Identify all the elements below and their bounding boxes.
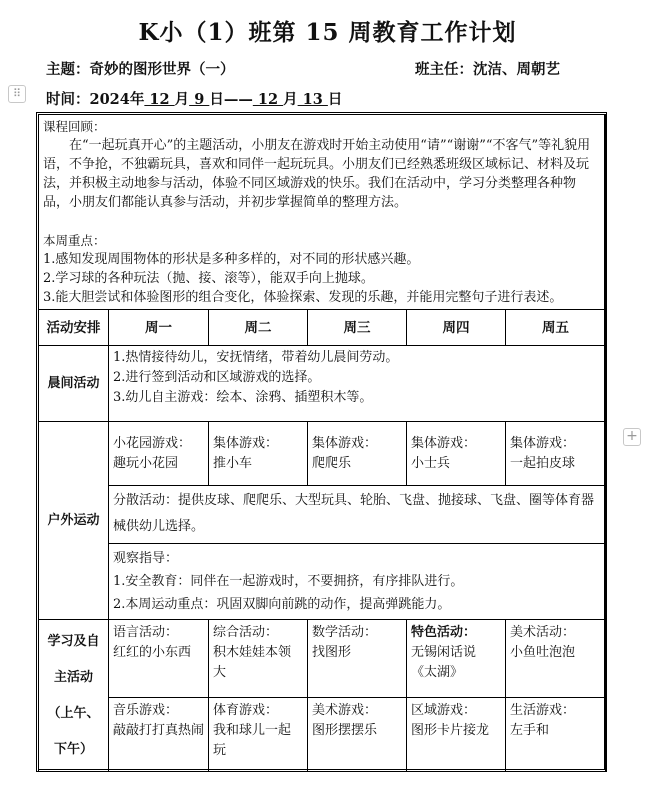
outdoor-observe-row [39,544,606,620]
scatter-activity: 分散活动：提供皮球、爬爬乐、大型玩具、轮胎、飞盘、抛接球、飞盘、圈等体育器械供幼儿选择。 [109,486,606,544]
morning-item: 2.进行签到活动和区域游戏的选择。 [113,370,321,385]
game-name: 趣玩小花园 [113,456,179,471]
learning-label-line: 主活动 [53,669,93,685]
day-thursday: 周四 [407,310,506,346]
outdoor-game-cell [308,422,407,486]
activity-name: 无锡闲话说《太湖》 [411,645,477,680]
outdoor-game-cell [407,422,506,486]
learning-cell [506,698,606,772]
learning-cell [308,698,407,772]
observe-content [109,544,606,620]
activity-type: 美术游戏： [312,703,378,718]
day-wednesday: 周三 [308,310,407,346]
activity-type: 体育游戏： [213,703,279,718]
activity-type: 生活游戏： [510,703,576,718]
day-monday: 周一 [109,310,209,346]
outdoor-label: 户外运动 [39,422,109,620]
time-start-month: 12 [144,91,175,108]
focus-item: 2.学习球的各种玩法（抛、接、滚等），能双手向上抛球。 [43,271,374,286]
learning-cell [109,698,209,772]
activity-name: 左手和 [510,723,550,738]
teacher-value: 沈洁、周朝艺 [473,61,560,78]
observe-heading: 观察指导： [113,551,179,566]
game-name: 推小车 [213,456,253,471]
activity-name: 小鱼吐泡泡 [510,645,576,660]
teacher-line [415,58,560,79]
teacher-label: 班主任： [415,61,473,78]
learning-cell [506,620,606,698]
day-friday: 周五 [506,310,606,346]
header-label: 活动安排 [39,310,109,346]
outdoor-games-row [39,422,606,486]
activity-type: 语言活动： [113,625,179,640]
activity-type: 综合活动： [213,625,279,640]
game-name: 爬爬乐 [312,456,352,471]
learning-cell [109,620,209,698]
time-start-month-unit: 月 [174,91,190,108]
observe-item: 2.本周运动重点：巩固双脚向前跳的动作，提高弹跳能力。 [113,597,451,612]
time-line [46,88,342,109]
learning-row-1 [39,620,606,698]
review-heading: 课程回顾： [43,119,106,134]
page-title: K小（1）班第 15 周教育工作计划 [138,19,517,46]
time-end-day-unit: 日 [327,91,343,108]
review-cell [39,115,606,310]
review-paragraph: 在“一起玩真开心”的主题活动，小朋友在游戏时开始主动使用“请”“谢谢”“不客气”等礼貌用语，不争抢，不独霸玩具，喜欢和同伴一起玩玩具。小朋友们已经熟悉班级区域标记、材料及玩法，并积极主动地参与活动，体验不同区域游戏的快乐。我们在活动中，学习分类整理各种物品，小朋友们都能认真参与活动，并初步掌握简单的整理方法。 [43,138,591,210]
time-year: 2024年 [89,91,145,108]
learning-label [39,620,109,772]
activity-name: 图形摆摆乐 [312,723,378,738]
game-name: 小士兵 [411,456,451,471]
activity-name: 图形卡片接龙 [411,723,490,738]
game-type: 小花园游戏： [113,436,192,451]
outdoor-game-cell [506,422,606,486]
morning-row [39,346,606,422]
time-separator: —— [223,91,253,108]
learning-row-2 [39,698,606,772]
morning-label: 晨间活动 [39,346,109,422]
learning-cell [209,620,308,698]
activity-name: 积木娃娃本领大 [213,645,292,680]
game-type: 集体游戏： [510,436,576,451]
activity-type: 数学活动： [312,625,378,640]
observe-item: 1.安全教育：同伴在一起游戏时，不要拥挤，有序排队进行。 [113,574,464,589]
activity-type: 区域游戏： [411,703,477,718]
learning-cell [209,698,308,772]
learning-cell [308,620,407,698]
activity-name: 敲敲打打真热闹 [113,723,205,738]
learning-cell [407,620,506,698]
activity-type: 音乐游戏： [113,703,179,718]
game-name: 一起拍皮球 [510,456,576,471]
game-type: 集体游戏： [312,436,378,451]
theme-value: 奇妙的图形世界（一） [89,61,235,78]
learning-label-line: 学习及自 [47,633,100,649]
activity-type: 美术活动： [510,625,576,640]
learning-label-line: 下午） [53,741,93,757]
activity-type: 特色活动： [411,625,477,640]
morning-item: 3.幼儿自主游戏：绘本、涂鸦、插塑积木等。 [113,390,373,405]
learning-cell [407,698,506,772]
game-type: 集体游戏： [213,436,279,451]
focus-item: 3.能大胆尝试和体验图形的组合变化，体验探索、发现的乐趣，并能用完整句子进行表述。 [43,290,563,305]
plan-table [38,114,606,772]
outdoor-game-cell [109,422,209,486]
add-column-plus-icon[interactable]: + [623,428,641,446]
focus-item: 1.感知发现周围物体的形状是多种多样的，对不同的形状感兴趣。 [43,252,420,267]
learning-label-line: （上午、 [47,705,100,721]
theme-label: 主题： [46,61,90,78]
morning-content [109,346,606,422]
time-end-day: 13 [297,91,328,108]
spacer [43,212,601,231]
activity-name: 红红的小东西 [113,645,192,660]
time-end-month-unit: 月 [283,91,298,108]
time-label: 时间： [46,91,90,108]
morning-item: 1.热情接待幼儿，安抚情绪，带着幼儿晨间劳动。 [113,350,399,365]
day-tuesday: 周二 [209,310,308,346]
theme-line [46,58,235,79]
review-row [39,115,606,310]
time-end-month: 12 [252,91,284,108]
activity-name: 找图形 [312,645,352,660]
time-start-day: 9 [189,91,210,108]
focus-heading: 本周重点： [43,233,106,248]
table-move-handle-icon[interactable]: ⠿ [8,85,26,103]
game-type: 集体游戏： [411,436,477,451]
outdoor-game-cell [209,422,308,486]
time-start-day-unit: 日 [209,91,224,108]
outdoor-scatter-row [39,486,606,544]
activity-name: 我和球儿一起玩 [213,723,292,758]
header-row [39,310,606,346]
